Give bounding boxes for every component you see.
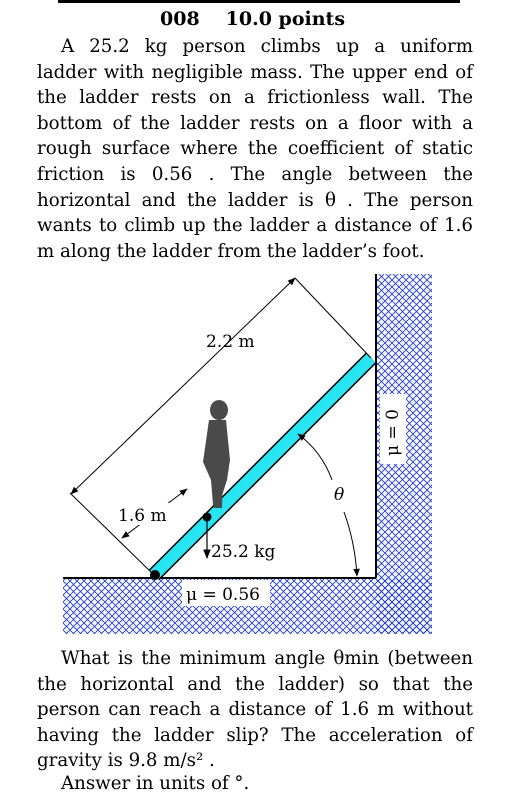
angle-label: θ [334,485,345,505]
problem-points: 10.0 points [225,8,346,30]
floor-friction-label: μ = 0.56 [186,585,260,605]
ladder-length-label: 2.2 m [206,332,255,352]
person-contact-dot [203,513,212,522]
mass-label: 25.2 kg [211,542,276,562]
climb-distance-label: 1.6 m [118,506,167,526]
problem-number: 008 [160,8,200,30]
angle-arc-lower [344,512,357,576]
ladder-foot-dot [150,570,160,580]
angle-arc-upper [298,434,332,480]
problem-question: What is the minimum angle θmin (between the horizontal and the ladder) so that the person can reach a distance of 1.6 m without having the ladder slip? The acceleration of gravity is 9.8 m/s² . [37,648,473,772]
dimension-extension-upper [295,278,371,358]
person-silhouette [203,400,230,508]
problem-statement: A 25.2 kg person climbs up a uniform ladder with negligible mass. The upper end of the ladder rests on a frictionless wall. The bottom of the ladder rests on a floor with a rough surface where the coefficient of static friction is 0.56 . The angle between the horizontal and the ladder is θ . The person wants to climb up the ladder a distance of 1.6 m along the ladder from the ladder’s foot. [37,36,473,262]
answer-units: Answer in units of °. [61,773,250,794]
wall-friction-label: μ = 0 [383,409,403,456]
